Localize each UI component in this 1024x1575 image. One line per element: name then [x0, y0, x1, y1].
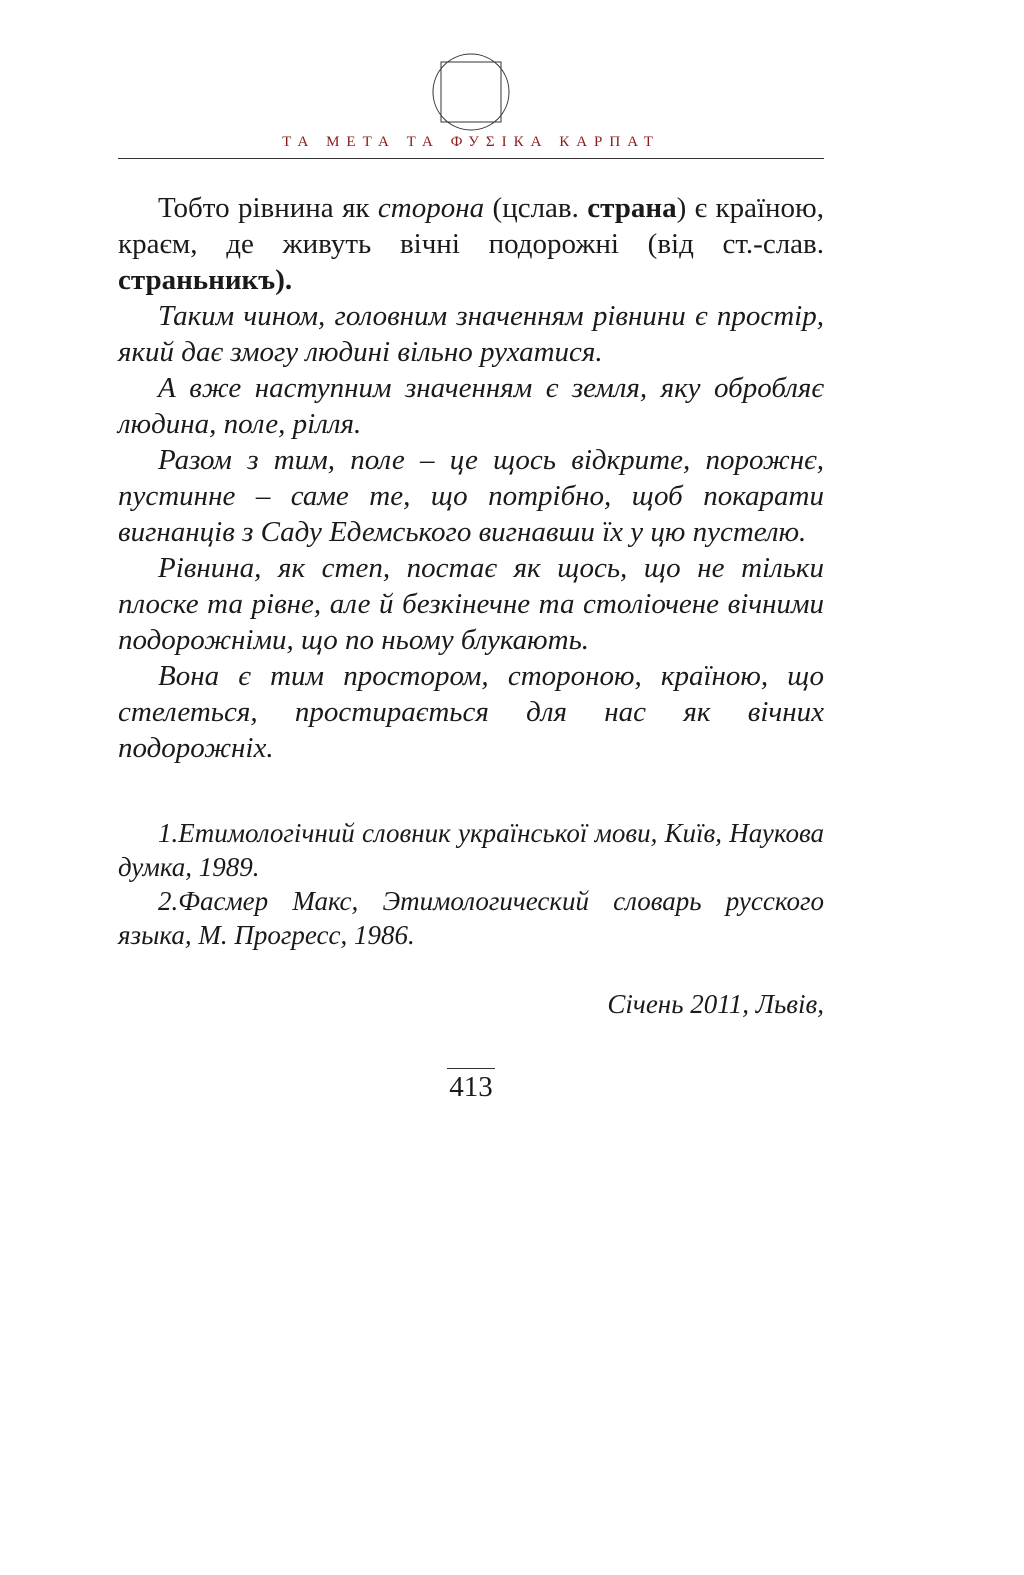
paragraph-6: Вона є тим простором, стороною, країною, що стелеться, простирається для нас як вічних подорожніх.: [118, 660, 824, 764]
paragraph-4: Разом з тим, поле – це щось відкрите, порожнє, пустинне – саме те, що потрібно, щоб покарати вигнанців з Саду Едемського вигнавши їх у цю пустелю.: [118, 444, 824, 548]
body-text: [118, 190, 824, 1022]
paragraph-2: Таким чином, головним значенням рівнини є простір, який дає змогу людині вільно рухатися.: [118, 300, 824, 368]
page-number: 413: [447, 1068, 495, 1105]
dateline: Січень 2011, Львів,: [607, 989, 824, 1019]
circle-square-logo-icon: [431, 52, 511, 132]
paragraph-3: А вже наступним значенням є земля, яку обробляє людина, поле, рілля.: [118, 372, 824, 440]
references: [118, 816, 824, 952]
paragraph-5: Рівнина, як степ, постає як щось, що не тільки плоске та рівне, але й безкінечне та століочене вічними подорожніми, що по ньому блукають.: [118, 552, 824, 656]
reference-2: 2.Фасмер Макс, Этимологический словарь русского языка, М. Прогресс, 1986.: [118, 886, 824, 950]
reference-1: 1.Етимологічний словник української мови, Київ, Наукова думка, 1989.: [118, 818, 824, 882]
running-title: ТА МЕТА ТА ФУΣІКА КАРПАТ: [282, 134, 660, 150]
paragraph-1: Тобто рівнина як сторона (цслав. страна) є країною, краєм, де живуть вічні подорожні (від ст.-слав. страньникъ).: [118, 192, 824, 296]
header-rule: [118, 158, 824, 159]
